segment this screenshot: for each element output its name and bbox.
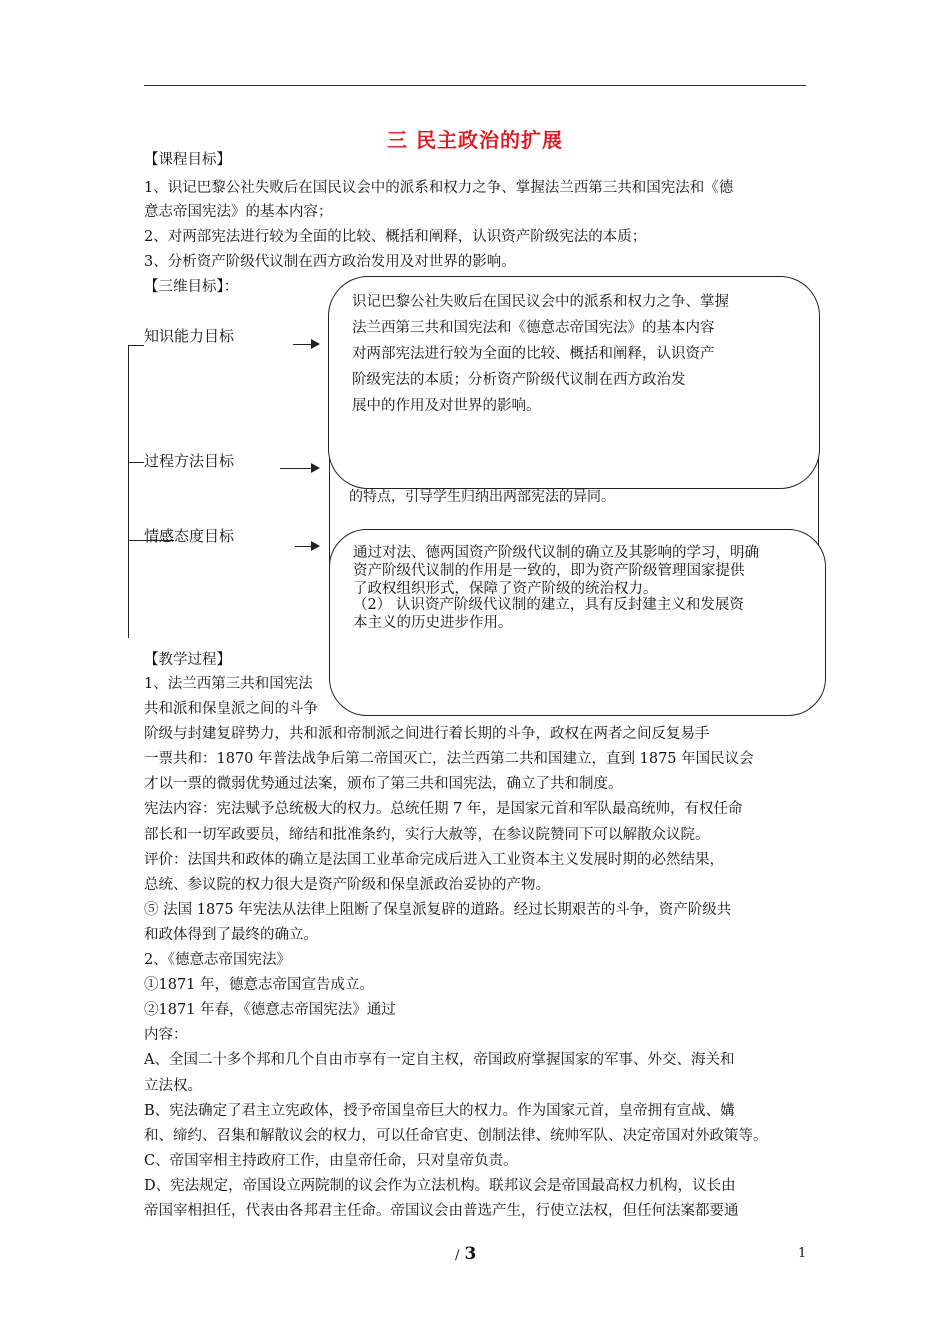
body-line: 立法权。: [144, 1077, 202, 1094]
teaching-header: 【教学过程】: [144, 652, 231, 668]
body-line: ⑤ 法国 1875 年宪法从法律上阻断了保皇派复辟的道路。经过长期艰苦的斗争，资产阶级共: [144, 901, 732, 918]
arrow-right-icon: [295, 546, 318, 547]
header-rule: [144, 85, 806, 86]
emotion-goal-text: 通过对法、德两国资产阶级代议制的确立及其影响的学习，明确: [353, 545, 759, 561]
bracket-line: [128, 345, 129, 638]
label-emotion-goal: 情感态度目标: [144, 527, 235, 545]
arrow-right-icon: [293, 344, 318, 345]
body-line: 和政体得到了最终的确立。: [144, 926, 318, 943]
body-line: 和、缔约、召集和解散议会的权力，可以任命官吏、创制法律、统帅军队、决定帝国对外政策等。: [144, 1127, 768, 1144]
knowledge-goal-text: 对两部宪法进行较为全面的比较、概括和阐释，认识资产: [352, 346, 715, 362]
body-line: 内容：: [144, 1027, 188, 1044]
body-line: 帝国宰相担任，代表由各邦君主任命。帝国议会由普选产生，行使立法权，但任何法案都要通: [144, 1202, 739, 1219]
knowledge-goal-text: 展中的作用及对世界的影响。: [352, 398, 541, 414]
emotion-goal-text: 本主义的历史进步作用。: [353, 615, 513, 631]
course-goal-line: 2、对两部宪法进行较为全面的比较、概括和阐释，认识资产阶级宪法的本质；: [144, 229, 647, 245]
page-title: 三 民主政治的扩展: [387, 128, 563, 152]
arrow-right-icon: [280, 468, 318, 469]
emotion-goal-text: （2） 认识资产阶级代议制的建立，具有反封建主义和发展资: [353, 597, 744, 613]
body-line: 一票共和：1870 年普法战争后第二帝国灭亡，法兰西第二共和国建立，直到 1875 年国民议会: [144, 751, 754, 768]
body-line: 2、《德意志帝国宪法》: [144, 952, 291, 969]
knowledge-goal-text: 阶级宪法的本质；分析资产阶级代议制在西方政治发: [352, 372, 686, 388]
label-process-goal: 过程方法目标: [144, 452, 235, 470]
teaching-body: [144, 672, 814, 1224]
course-goal-header: 【课程目标】: [144, 152, 231, 168]
body-line: ②1871 年春，《德意志帝国宪法》通过: [144, 1002, 396, 1019]
body-line: 评价：法国共和政体的确立是法国工业革命完成后进入工业资本主义发展时期的必然结果，: [144, 851, 724, 868]
bracket-tick: [128, 462, 144, 463]
body-line: D、宪法规定，帝国设立两院制的议会作为立法机构。联邦议会是帝国最高权力机构，议长由: [144, 1177, 736, 1194]
body-line: ①1871 年，德意志帝国宣告成立。: [144, 977, 375, 994]
emotion-goal-text: 了政权组织形式，保障了资产阶级的统治权力。: [353, 581, 658, 597]
footer-total: 3: [464, 1244, 477, 1264]
course-goal-line: 3、分析资产阶级代议制在西方政治发用及对世界的影响。: [144, 254, 516, 270]
emotion-goal-text: 资产阶级代议制的作用是一致的，即为资产阶级管理国家提供: [353, 563, 745, 579]
body-line: B、宪法确定了君主立宪政体，授予帝国皇帝巨大的权力。作为国家元首，皇帝拥有宣战、媾: [144, 1102, 735, 1119]
body-line: 共和派和保皇派之间的斗争: [144, 701, 318, 718]
body-line: 阶级与封建复辟势力，共和派和帝制派之间进行着长期的斗争，政权在两者之间反复易手: [144, 726, 710, 743]
label-knowledge-goal: 知识能力目标: [144, 327, 235, 345]
body-line: 1、法兰西第三共和国宪法: [144, 676, 313, 692]
page-number: 1: [798, 1246, 807, 1261]
body-line: 总统、参议院的权力很大是资产阶级和保皇派政治妥协的产物。: [144, 876, 550, 893]
body-line: 部长和一切军政要员，缔结和批准条约，实行大赦等，在参议院赞同下可以解散众议院。: [144, 826, 710, 843]
process-goal-text: 的特点，引导学生归纳出两部宪法的异同。: [349, 489, 615, 505]
course-goal-line: 意志帝国宪法》的基本内容；: [144, 204, 333, 220]
knowledge-goal-text: 识记巴黎公社失败后在国民议会中的派系和权力之争、掌握: [352, 294, 729, 310]
course-goal-line: 1、识记巴黎公社失败后在国民议会中的派系和权力之争、掌握法兰西第三共和国宪法和《德: [144, 180, 734, 196]
footer-slash: /: [455, 1248, 460, 1263]
page-count-footer: [455, 1244, 476, 1264]
bracket-tick: [128, 345, 144, 346]
body-line: A、全国二十多个邦和几个自由市享有一定自主权，帝国政府掌握国家的军事、外交、海关和: [144, 1052, 735, 1069]
body-line: C、帝国宰相主持政府工作，由皇帝任命，只对皇帝负责。: [144, 1152, 518, 1169]
three-dim-header: 【三维目标】：: [144, 279, 239, 295]
body-line: 宪法内容：宪法赋予总统极大的权力。总统任期 7 年，是国家元首和军队最高统帅，有权任命: [144, 801, 743, 818]
body-line: 才以一票的微弱优势通过法案，颁布了第三共和国宪法，确立了共和制度。: [144, 776, 623, 793]
knowledge-goal-text: 法兰西第三共和国宪法和《德意志帝国宪法》的基本内容: [352, 320, 715, 336]
